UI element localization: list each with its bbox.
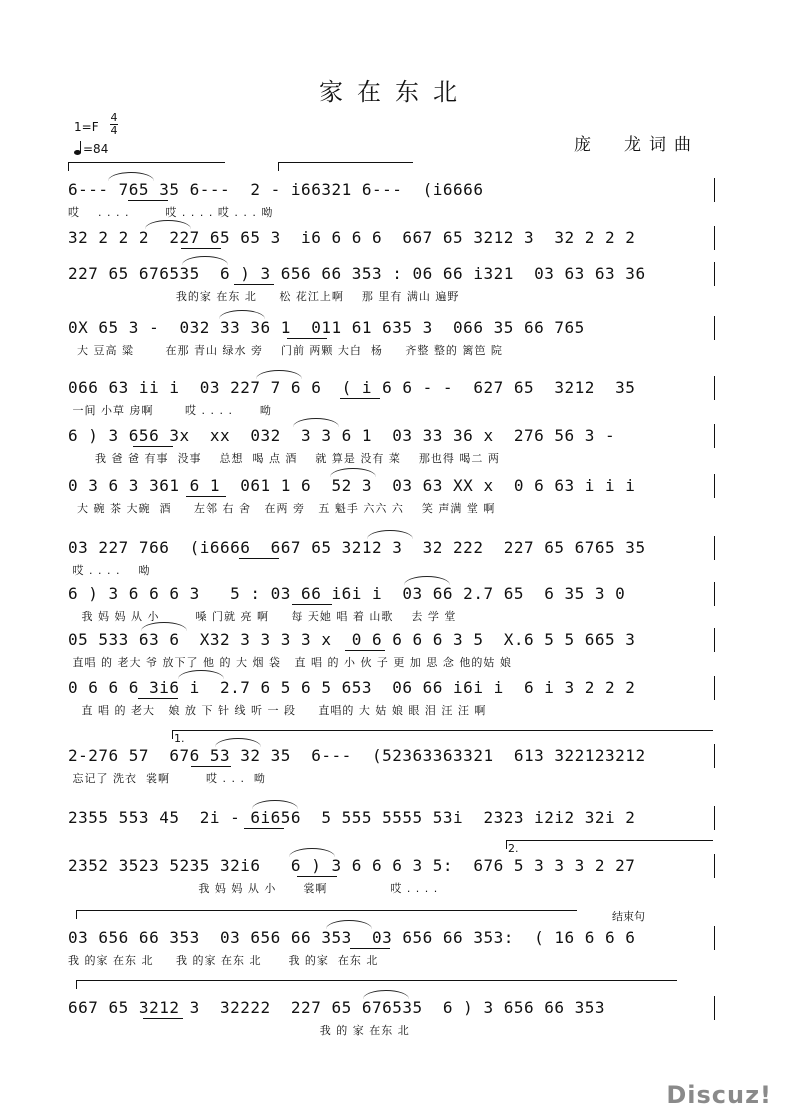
slur-mark bbox=[182, 256, 228, 265]
barline bbox=[714, 424, 715, 448]
lyrics-line: 我 的 家 在东 北 bbox=[68, 1024, 410, 1037]
barline bbox=[714, 376, 715, 400]
slur-mark bbox=[108, 172, 154, 181]
lyrics-line: 我 的家 在东 北 我 的家 在东 北 我 的家 在东 北 bbox=[68, 954, 379, 967]
beam-line bbox=[143, 1018, 183, 1019]
volta-2-label: 2. bbox=[508, 842, 519, 855]
notation-line: 227 65 676535 6 ) 3 656 66 353 : 06 66 i321 03 63 63 36 bbox=[68, 264, 646, 283]
barline bbox=[714, 996, 715, 1020]
barline bbox=[714, 316, 715, 340]
slur-mark bbox=[363, 990, 409, 999]
notation-line: 03 656 66 353 03 656 66 353 03 656 66 353: ( 16 6 6 6 bbox=[68, 928, 636, 947]
slur-mark bbox=[367, 530, 413, 539]
lyrics-line: 我的家 在东 北 松 花江上啊 那 里有 满山 遍野 bbox=[68, 290, 460, 303]
barline bbox=[714, 676, 715, 700]
volta-1-bracket bbox=[172, 730, 713, 739]
quarter-note-icon bbox=[74, 150, 81, 155]
notation-line: 2-276 57 676 53 32 35 6--- (52363363321 613 322123212 bbox=[68, 746, 646, 765]
slur-mark bbox=[326, 920, 372, 929]
notation-line: 6 ) 3 656 3x xx 032 3 3 6 1 03 33 36 x 276 56 3 - bbox=[68, 426, 616, 445]
barline bbox=[714, 582, 715, 606]
meter-bottom: 4 bbox=[110, 124, 118, 137]
slur-mark bbox=[145, 220, 191, 229]
barline bbox=[714, 744, 715, 768]
beam-line bbox=[133, 446, 173, 447]
notation-line: 2355 553 45 2i - 6i656 5 555 5555 53i 2323 i2i2 32i 2 bbox=[68, 808, 636, 827]
barline bbox=[714, 628, 715, 652]
lyrics-line: 直唱 的 老大 爷 放下了 他 的 大 烟 袋 直 唱 的 小 伙 子 更 加 思 念 他的姑 娘 bbox=[68, 656, 512, 669]
lyrics-line: 大 豆高 粱 在那 青山 绿水 旁 门前 两颗 大白 杨 齐整 整的 篱笆 院 bbox=[68, 344, 503, 357]
lyrics-line: 哎 . . . . 哎 . . . . 哎 . . . 呦 bbox=[68, 206, 274, 219]
notation-line: 0 3 6 3 361 6 1 061 1 6 52 3 03 63 XX x 0 6 63 i i i bbox=[68, 476, 636, 495]
notation-line: 0 6 6 6 3i6 i 2.7 6 5 6 5 653 06 66 i6i i 6 i 3 2 2 2 bbox=[68, 678, 636, 697]
beam-line bbox=[234, 284, 274, 285]
notation-line: 2352 3523 5235 32i6 6 ) 3 6 6 6 3 5: 676 5 3 3 3 2 27 bbox=[68, 856, 636, 875]
repeat-bracket bbox=[76, 910, 577, 919]
phrase-bracket bbox=[278, 162, 413, 171]
credit-line: 庞 龙词曲 bbox=[574, 135, 699, 155]
phrase-bracket bbox=[76, 980, 677, 989]
lyrics-line: 一间 小草 房啊 哎 . . . . 呦 bbox=[68, 404, 272, 417]
lyrics-line: 我 妈 妈 从 小 嗓 门就 亮 啊 每 天她 唱 着 山歌 去 学 堂 bbox=[68, 610, 457, 623]
slur-mark bbox=[219, 310, 265, 319]
notation-line: 0X 65 3 - 032 33 36 1 011 61 635 3 066 35 66 765 bbox=[68, 318, 585, 337]
beam-line bbox=[186, 496, 226, 497]
lyrics-line: 哎 . . . . 呦 bbox=[68, 564, 151, 577]
beam-line bbox=[138, 698, 178, 699]
song-title: 家在东北 bbox=[319, 78, 471, 106]
beam-line bbox=[181, 248, 221, 249]
notation-line: 667 65 3212 3 32222 227 65 676535 6 ) 3 656 66 353 bbox=[68, 998, 606, 1017]
beam-line bbox=[239, 558, 279, 559]
slur-mark bbox=[293, 418, 339, 427]
slur-mark bbox=[289, 848, 335, 857]
lyrics-line: 大 碗 茶 大碗 酒 左邻 右 舍 在两 旁 五 魁手 六六 六 笑 声满 堂 啊 bbox=[68, 502, 496, 515]
barline bbox=[714, 536, 715, 560]
volta-1-label: 1. bbox=[174, 732, 185, 745]
barline bbox=[714, 178, 715, 202]
tempo-value: =84 bbox=[83, 142, 109, 156]
barline bbox=[714, 926, 715, 950]
notation-line: 05 533 63 6 X32 3 3 3 3 x 0 6 6 6 6 3 5 X.6 5 5 665 3 bbox=[68, 630, 636, 649]
tempo-marking bbox=[74, 142, 108, 156]
lyrics-line: 我 爸 爸 有事 没事 总想 喝 点 酒 就 算是 没有 菜 那也得 喝二 两 bbox=[68, 452, 500, 465]
phrase-bracket bbox=[68, 162, 225, 171]
beam-line bbox=[287, 338, 327, 339]
meter-top: 4 bbox=[110, 111, 118, 124]
barline bbox=[714, 226, 715, 250]
beam-line bbox=[350, 948, 390, 949]
beam-line bbox=[244, 828, 284, 829]
slur-mark bbox=[256, 370, 302, 379]
slur-mark bbox=[252, 800, 298, 809]
barline bbox=[714, 806, 715, 830]
beam-line bbox=[292, 604, 332, 605]
volta-2-bracket bbox=[506, 840, 713, 849]
slur-mark bbox=[330, 468, 376, 477]
notation-line: 03 227 766 (i6666 667 65 3212 3 32 222 227 65 6765 35 bbox=[68, 538, 646, 557]
notation-line: 066 63 ii i 03 227 7 6 6 ( i 6 6 - - 627 65 3212 35 bbox=[68, 378, 636, 397]
lyrics-line: 我 妈 妈 从 小 裳啊 哎 . . . . bbox=[68, 882, 439, 895]
beam-line bbox=[340, 398, 380, 399]
beam-line bbox=[297, 876, 337, 877]
barline bbox=[714, 262, 715, 286]
watermark: Discuz! bbox=[666, 1081, 772, 1109]
beam-line bbox=[345, 650, 385, 651]
lyrics-line: 忘记了 洗衣 裳啊 哎 . . . 呦 bbox=[68, 772, 266, 785]
slur-mark bbox=[178, 670, 224, 679]
time-signature bbox=[110, 112, 118, 137]
slur-mark bbox=[404, 576, 450, 585]
key-signature: 1=F bbox=[74, 120, 99, 134]
barline bbox=[714, 854, 715, 878]
beam-line bbox=[191, 766, 231, 767]
lyrics-line: 直 唱 的 老大 娘 放 下 针 线 听 一 段 直唱的 大 姑 娘 眼 泪 汪 汪 啊 bbox=[68, 704, 487, 717]
barline bbox=[714, 474, 715, 498]
coda-label: 结束句 bbox=[612, 910, 645, 923]
notation-line: 32 2 2 2 227 65 65 3 i6 6 6 6 667 65 3212 3 32 2 2 2 bbox=[68, 228, 636, 247]
slur-mark bbox=[215, 738, 261, 747]
notation-line: 6 ) 3 6 6 6 3 5 : 03 66 i6i i 03 66 2.7 65 6 35 3 0 bbox=[68, 584, 626, 603]
beam-line bbox=[128, 200, 168, 201]
notation-line: 6--- 765 35 6--- 2 - i66321 6--- (i6666 bbox=[68, 180, 484, 199]
